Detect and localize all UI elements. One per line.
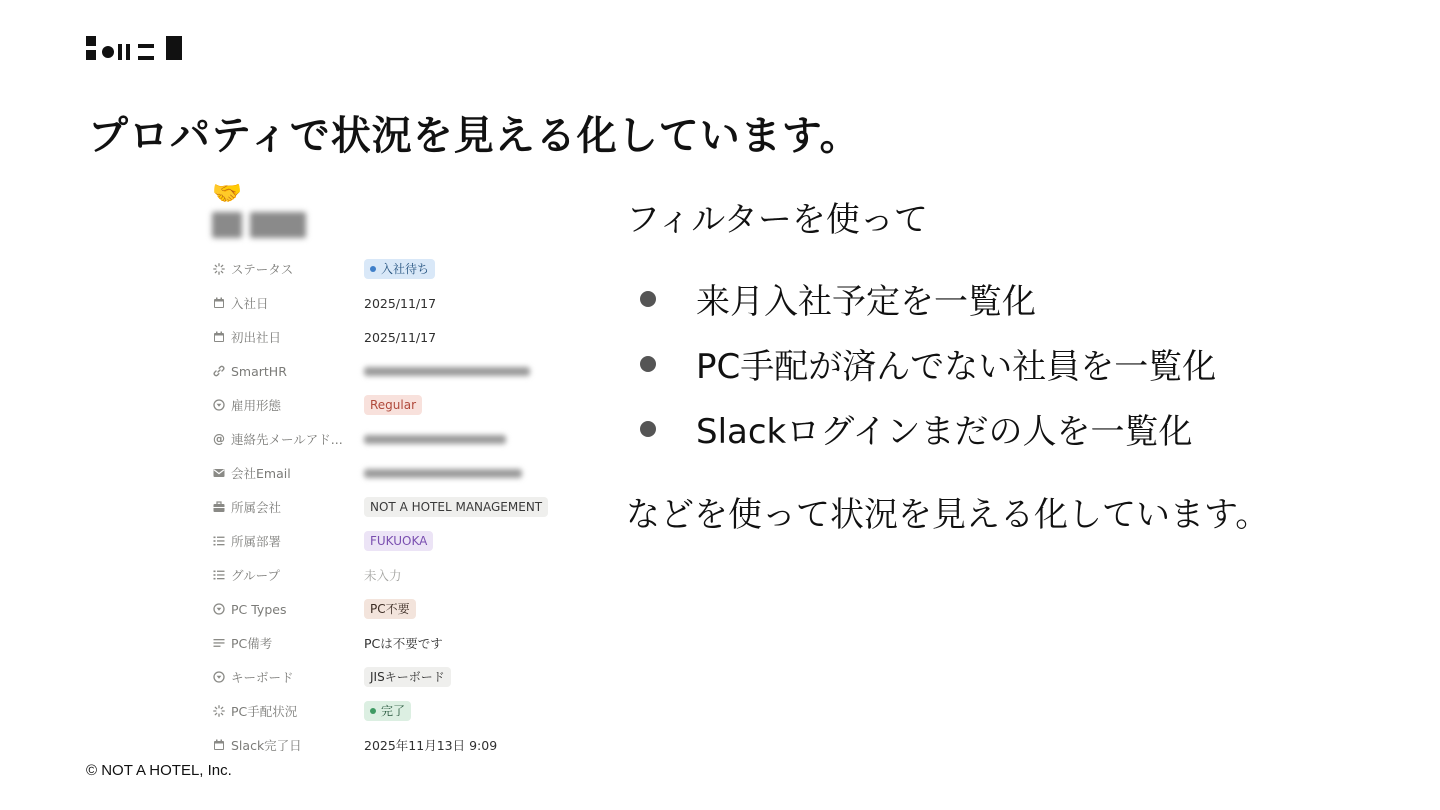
property-label: キーボード [231, 670, 294, 685]
property-value: PCは不要です [364, 636, 443, 651]
select-icon [212, 602, 226, 616]
pc-type-tag[interactable]: PC不要 [364, 599, 416, 619]
property-empty-value[interactable]: 未入力 [364, 568, 402, 583]
property-row-pc-notes[interactable] [212, 626, 572, 660]
property-label: PC備考 [231, 636, 273, 651]
property-label: 雇用形態 [231, 398, 282, 413]
briefcase-icon [212, 500, 226, 514]
property-label: PC手配状況 [231, 704, 298, 719]
property-label: 入社日 [231, 296, 269, 311]
property-label: 所属部署 [231, 534, 282, 549]
property-row-pc-types[interactable] [212, 592, 572, 626]
property-row-keyboard[interactable] [212, 660, 572, 694]
property-row-department[interactable] [212, 524, 572, 558]
company-tag[interactable]: NOT A HOTEL MANAGEMENT [364, 497, 548, 517]
status-icon [212, 262, 226, 276]
property-value: 2025/11/17 [364, 295, 437, 311]
list-icon [212, 534, 226, 548]
redacted-smarthr-link[interactable] [364, 367, 530, 376]
property-row-smarthr[interactable] [212, 354, 572, 388]
property-label: ステータス [231, 262, 294, 277]
at-icon: @ [213, 432, 225, 446]
select-icon [212, 398, 226, 412]
explanation-block [626, 198, 1346, 537]
list-icon [212, 568, 226, 582]
property-row-contact-email[interactable] [212, 422, 572, 456]
text-icon [212, 636, 226, 650]
status-icon [212, 704, 226, 718]
status-badge[interactable]: 入社待ち [364, 259, 435, 279]
property-label: 会社Email [231, 466, 291, 481]
intro-text: フィルターを使って [626, 200, 928, 240]
slide-title: プロパティで状況を見える化しています。 [88, 113, 861, 159]
property-row-company[interactable] [212, 490, 572, 524]
property-label: 初出社日 [231, 330, 282, 345]
select-icon [212, 670, 226, 684]
calendar-icon [212, 296, 226, 310]
bullet-icon [640, 291, 656, 307]
bullet-item: PC手配が済んでない社員を一覧化 [626, 331, 1346, 396]
link-icon [212, 364, 226, 378]
pc-status-badge[interactable]: 完了 [364, 701, 411, 721]
mail-icon [212, 466, 226, 480]
bullet-icon [640, 421, 656, 437]
property-row-first-day[interactable] [212, 320, 572, 354]
property-label: SmartHR [231, 363, 287, 379]
property-row-employment-type[interactable] [212, 388, 572, 422]
property-label: グループ [231, 568, 281, 583]
redacted-contact-email[interactable] [364, 435, 506, 444]
property-row-status[interactable] [212, 252, 572, 286]
bullet-list [626, 266, 1346, 461]
property-row-company-email[interactable] [212, 456, 572, 490]
keyboard-tag[interactable]: JISキーボード [364, 667, 451, 687]
property-value: 2025年11月13日 9:09 [364, 738, 498, 753]
redacted-company-email[interactable] [364, 469, 522, 478]
bullet-item: Slackログインまだの人を一覧化 [626, 396, 1346, 461]
handshake-emoji: 🤝 [212, 179, 242, 207]
bullet-item: 来月入社予定を一覧化 [626, 266, 1346, 331]
employment-type-tag[interactable]: Regular [364, 395, 422, 415]
property-row-join-date[interactable] [212, 286, 572, 320]
property-row-slack-done-date[interactable] [212, 728, 572, 762]
calendar-icon [212, 330, 226, 344]
property-label: 所属会社 [231, 500, 282, 515]
not-a-hotel-logo [86, 36, 186, 62]
copyright-footer: © NOT A HOTEL, Inc. [86, 762, 232, 779]
calendar-icon [212, 738, 226, 752]
property-label: 連絡先メールアド... [231, 432, 343, 447]
department-tag[interactable]: FUKUOKA [364, 531, 433, 551]
property-label: Slack完了日 [231, 738, 302, 753]
record-name-redacted [212, 210, 572, 240]
record-properties-panel [212, 178, 572, 762]
property-row-pc-arrangement-status[interactable] [212, 694, 572, 728]
property-row-group[interactable] [212, 558, 572, 592]
property-label: PC Types [231, 601, 287, 617]
outro-text: などを使って状況を見える化しています。 [626, 495, 1270, 535]
property-value: 2025/11/17 [364, 329, 437, 345]
bullet-icon [640, 356, 656, 372]
